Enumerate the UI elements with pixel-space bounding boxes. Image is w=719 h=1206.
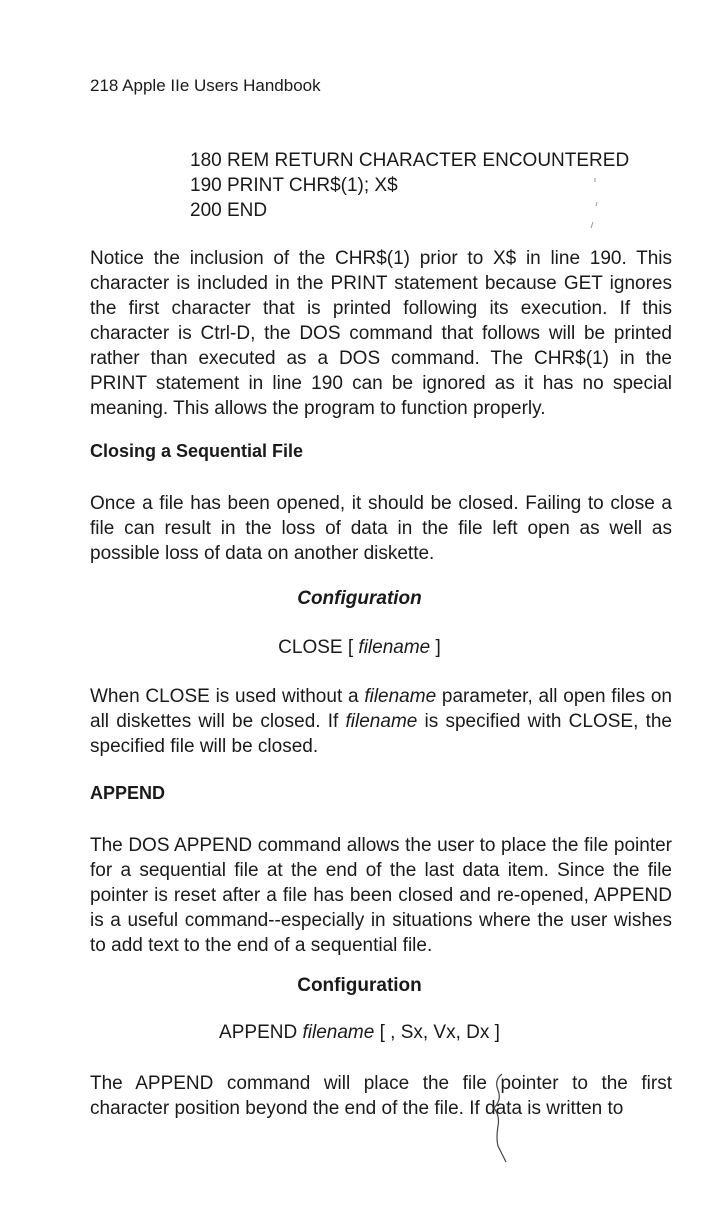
code-line: 180 REM RETURN CHARACTER ENCOUNTERED	[190, 150, 630, 171]
code-line: 200 END	[190, 200, 268, 221]
configuration-label-append: Configuration	[297, 975, 422, 996]
paragraph-closing: Once a file has been opened, it should be closed. Failing to close a file can result in the loss of data in the file left open as well as possible loss of data on another diskette.	[90, 493, 672, 564]
page-header	[90, 76, 321, 96]
paragraph-close-usage: When CLOSE is used without a filename parameter, all open files on all diskettes will be closed. If filename is specified with CLOSE, the specified file will be closed.	[90, 686, 672, 757]
pen-mark-brace	[484, 1068, 514, 1168]
code-line: 190 PRINT CHR$(1); X$	[190, 175, 398, 196]
close-syntax: CLOSE [ filename ]	[278, 637, 441, 658]
paragraph-chr-explanation: Notice the inclusion of the CHR$(1) prior to X$ in line 190. This character is included in the PRINT statement because GET ignores the first character that is printed following its execution. If this character is Ctrl-D, the DOS command that follows will be printed rather than executed as a DOS command. The CHR$(1) in the PRINT statement in line 190 can be ignored as it has no special meaning. This allows the program to function properly.	[90, 248, 672, 419]
section-heading-append: APPEND	[90, 783, 166, 803]
paragraph-append: The DOS APPEND command allows the user to place the file pointer for a sequential file at the end of the last data item. Since the file pointer is reset after a file has been closed and re-opened, APPEND is a useful command--especially in situations where the user wishes to add text to the end of a sequential file.	[90, 835, 672, 956]
page-number: 218	[90, 76, 119, 95]
paragraph-append-behavior: The APPEND command will place the file pointer to the first character position beyond the end of the file. If data is written to	[90, 1073, 672, 1119]
code-listing	[190, 148, 629, 223]
configuration-label-close: Configuration	[297, 588, 422, 609]
pen-mark	[575, 172, 605, 232]
section-heading-closing: Closing a Sequential File	[90, 441, 304, 461]
book-title: Apple IIe Users Handbook	[122, 76, 321, 95]
append-syntax: APPEND filename [ , Sx, Vx, Dx ]	[219, 1022, 500, 1043]
